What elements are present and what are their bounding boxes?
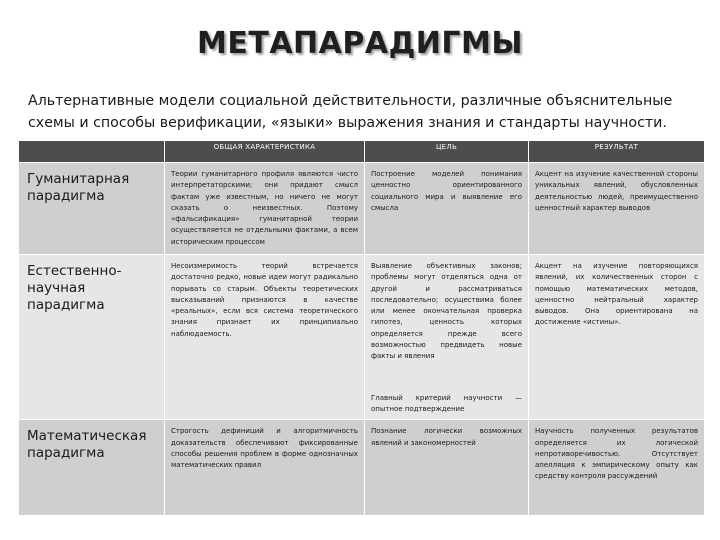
cell-goal-text: Выявление объективных законов; проблемы могут отделяться одна от другой и рассматриваться последовательно; осуществима более или менее окончательная проверка гипотез, ценность которых определяется прежде всего возможностью предвидеть новые факты и явления [371,262,522,361]
slide-title: МЕТАПАРАДИГМЫ [197,26,523,61]
cell-goal [365,255,529,420]
slide-subtitle: Альтернативные модели социальной действительности, различные объяснительные схемы и способы верификации, «языки» выражения знания и стандарты научности. [28,93,673,131]
table-header-row [19,141,705,163]
cell-general: Строгость дефиниций и алгоритмичность доказательств обеспечивают фиксированные способы решения проблем в форме однозначных математических правил [165,420,365,516]
header-goal: ЦЕЛЬ [365,141,529,163]
table-row [19,163,705,255]
cell-general: Несоизмеримость теорий встречается достаточно редко, новые идеи могут радикально порывать со старым. Объекты теоретических высказываний признаются в качестве «реальных», если вся система теоретического знания признает их принципиально наблюдаемость. [165,255,365,420]
header-result: РЕЗУЛЬТАТ [529,141,705,163]
table-row [19,420,705,516]
paradigm-table [18,140,705,516]
cell-result: Акцент на изучение повторяющихся явлений, их количественных сторон с помощью математических методов, ценностно нейтральный характер выводов. Она ориентирована на достижение «истины». [529,255,705,420]
header-general: ОБЩАЯ ХАРАКТЕРИСТИКА [165,141,365,163]
cell-goal: Познание логически возможных явлений и закономерностей [365,420,529,516]
cell-goal: Построение моделей понимания ценностно ориентированного социального мира и выявление его смысла [365,163,529,255]
table-row [19,255,705,420]
cell-result: Акцент на изучение качественной стороны уникальных явлений, обусловленных деятельностью людей, преимущественно ценностный характер выводов [529,163,705,255]
row-label-natural-science: Естественно-научная парадигма [19,255,165,420]
cell-general: Теории гуманитарного профиля являются чисто интерпретаторскими; они придают смысл фактам уже известным, но ничего не могут сказать о неизвестных. Поэтому «фальсификация» гуманитарной теории осуществляется не отдельными фактами, а всем историческим процессом [165,163,365,255]
row-label-mathematical: Математическая парадигма [19,420,165,516]
cell-result: Научность полученных результатов определяется их логической непротиворечивостью. Отсутствует апелляция к эмпирическому опыту как средству контроля рассуждений [529,420,705,516]
row-label-humanitarian: Гуманитарная парадигма [19,163,165,255]
header-corner [19,141,165,163]
cell-goal-criterion: Главный критерий научности — опытное подтверждение [371,393,522,413]
